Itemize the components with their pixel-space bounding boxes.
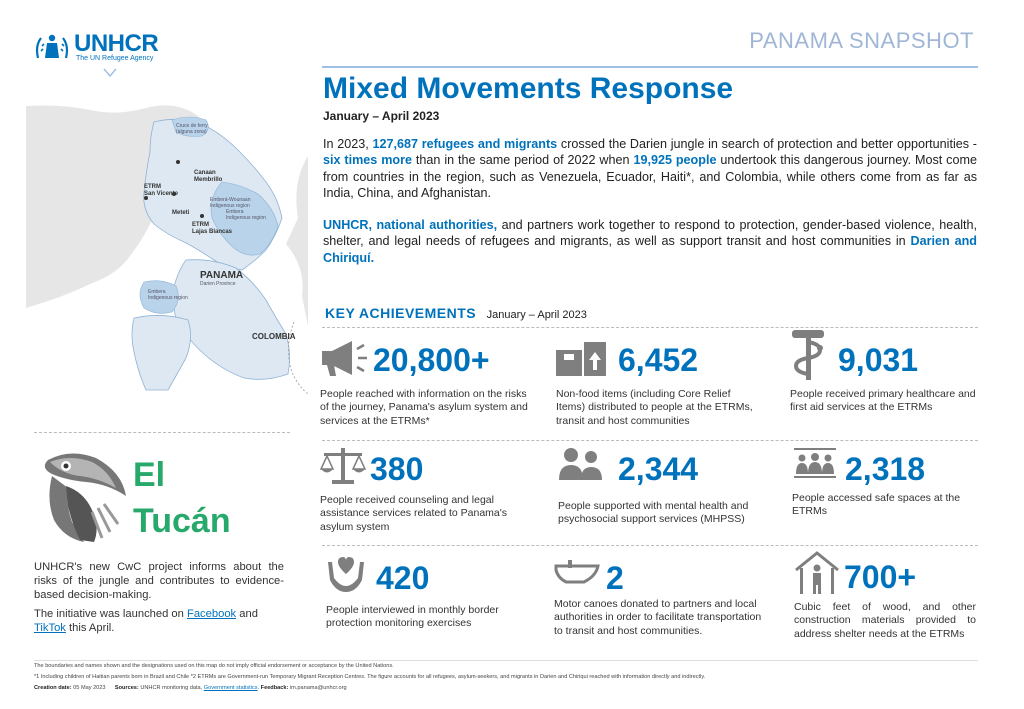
key-achievements-period: January – April 2023 [486, 309, 587, 321]
map-shapes [26, 86, 308, 398]
facebook-link[interactable]: Facebook [187, 608, 237, 620]
map-label-etrm-san-vicente: ETRM San Vicente [144, 184, 178, 197]
divider [322, 440, 978, 441]
stat-value: 700+ [844, 559, 917, 595]
org-tagline: The UN Refugee Agency [76, 55, 154, 62]
map-label-comarca-bottom: Embera Indigenous region [148, 289, 188, 301]
tiktok-link[interactable]: TikTok [34, 622, 66, 634]
tucan-description: UNHCR's new CwC project informs about the risks of the jungle and contributes to evidence-based decision-making. [34, 561, 284, 601]
stat-description: Cubic feet of wood, and other construction materials provided to address shelter needs at the ETRMs [794, 601, 976, 640]
snapshot-label: PANAMA SNAPSHOT [749, 28, 974, 53]
footer-notes: *1 Including children of Haitian parents born in Brazil and Chile *2 ETRMs are Government-run Temporary Migrant Reception Centres. The figure accounts for all refugees, asylum-seekers, and migrants in Darien and Chiriqui reached with information directly and indirectly. [34, 674, 706, 680]
relief-box-icon [556, 338, 608, 378]
map-label-darien: Darien Province [200, 281, 236, 287]
people-icon [558, 446, 604, 482]
stat-value: 20,800+ [373, 342, 490, 378]
stat-description: People accessed safe spaces at the ETRMs [792, 492, 961, 518]
stat-description: People interviewed in monthly border protection monitoring exercises [326, 604, 499, 630]
shelter-icon [794, 550, 840, 596]
stat-description: People received primary healthcare and first aid services at the ETRMs [790, 388, 976, 414]
unhcr-emblem-icon [34, 32, 70, 60]
tucan-name-line2: Tucán [133, 502, 231, 540]
stat-safe-spaces [792, 446, 980, 541]
map-label-panama: PANAMA [200, 270, 244, 281]
stat-description: People reached with information on the risks of the journey, Panama's asylum system and services at the ETRMs* [320, 388, 528, 427]
footer-divider [34, 660, 978, 661]
header-divider [322, 66, 978, 68]
map-label-ferry: Cruce de ferry (alguna zona) [176, 123, 208, 135]
canoe-icon [554, 556, 600, 590]
stat-description: People supported with mental health and psychosocial support services (MHPSS) [558, 500, 749, 526]
intro-paragraph-1: In 2023, 127,687 refugees and migrants crossed the Darien jungle in search of protection and better opportunities - six times more than in the same period of 2022 when 19,925 people undertook this dangerous journey. Most come from countries in the region, such as Venezuela, Ecuador, Haiti*, and Colombia, while others come from as far as India, China, and Afghanistan. [323, 137, 977, 201]
scales-icon [320, 446, 366, 486]
map-label-etrm-lajas-blancas: ETRM Lajas Blancas [192, 222, 233, 235]
megaphone-icon [320, 338, 372, 378]
intro-paragraph-2: UNHCR, national authorities, and partners work together to respond to protection, gender-based violence, health, shelter, and legal needs of refugees and migrants, as well as support transit and host communities in Darien and Chiriquí. [323, 218, 978, 265]
org-name: UNHCR [74, 30, 159, 57]
stat-description: Motor canoes donated to partners and local authorities in order to facilitate transportation to transit and host communities. [554, 598, 762, 637]
toucan-icon [36, 448, 128, 544]
stat-mhpss [558, 446, 768, 541]
page-title: Mixed Movements Response [323, 72, 734, 105]
stat-value: 2,318 [845, 451, 926, 487]
map-label-meteti: Meteti [172, 210, 190, 216]
stat-information [320, 338, 535, 433]
stat-shelter [794, 550, 980, 656]
stat-value: 420 [376, 560, 430, 596]
key-achievements-title: KEY ACHIEVEMENTS [325, 305, 477, 321]
government-statistics-link[interactable]: Government statistics [203, 685, 258, 691]
report-period: January – April 2023 [323, 109, 440, 123]
map-label-comarca-right: Embera Indigenous region [226, 209, 266, 221]
group-icon [792, 446, 838, 480]
hand-heart-icon [326, 556, 366, 594]
stat-value: 380 [370, 451, 424, 487]
stat-nfi [556, 338, 766, 433]
map-label-colombia: COLOMBIA [252, 332, 296, 341]
stat-legal [320, 446, 535, 541]
stat-value: 2,344 [618, 451, 699, 487]
map-label-canaan: Canaan Membrillo [194, 170, 223, 183]
key-achievements-heading [325, 305, 587, 323]
stat-value: 2 [606, 560, 624, 596]
stat-description: Non-food items (including Core Relief Items) distributed to people at the ETRMs, transit and host communities [556, 388, 753, 427]
darien-map [26, 86, 308, 398]
divider [322, 545, 978, 546]
healthcare-icon [790, 328, 826, 382]
stat-description: People received counseling and legal assistance services related to Panama's asylum system [320, 494, 508, 533]
stat-value: 6,452 [618, 342, 699, 378]
chevron-down-icon [103, 68, 117, 78]
footer-disclaimer: The boundaries and names shown and the designations used on this map do not imply official endorsement or acceptance by the United Nations. [34, 663, 394, 669]
unhcr-logo [34, 30, 174, 64]
tucan-launch-text: The initiative was launched on Facebook and TikTok this April. [34, 608, 258, 634]
stat-monitoring [326, 556, 536, 651]
divider [34, 432, 290, 433]
stat-canoes [554, 556, 764, 656]
stat-value: 9,031 [838, 342, 919, 378]
tucan-name-line1: El [133, 456, 166, 494]
footer-credits: Creation date: 05 May 2023 Sources: UNHCR monitoring data, Government statistics. Feedback: im.panama@unhcr.org [34, 685, 347, 691]
map-label-comarca-top: Emberá-Wounaan Indigenous region [210, 197, 251, 209]
stat-healthcare [790, 328, 980, 428]
